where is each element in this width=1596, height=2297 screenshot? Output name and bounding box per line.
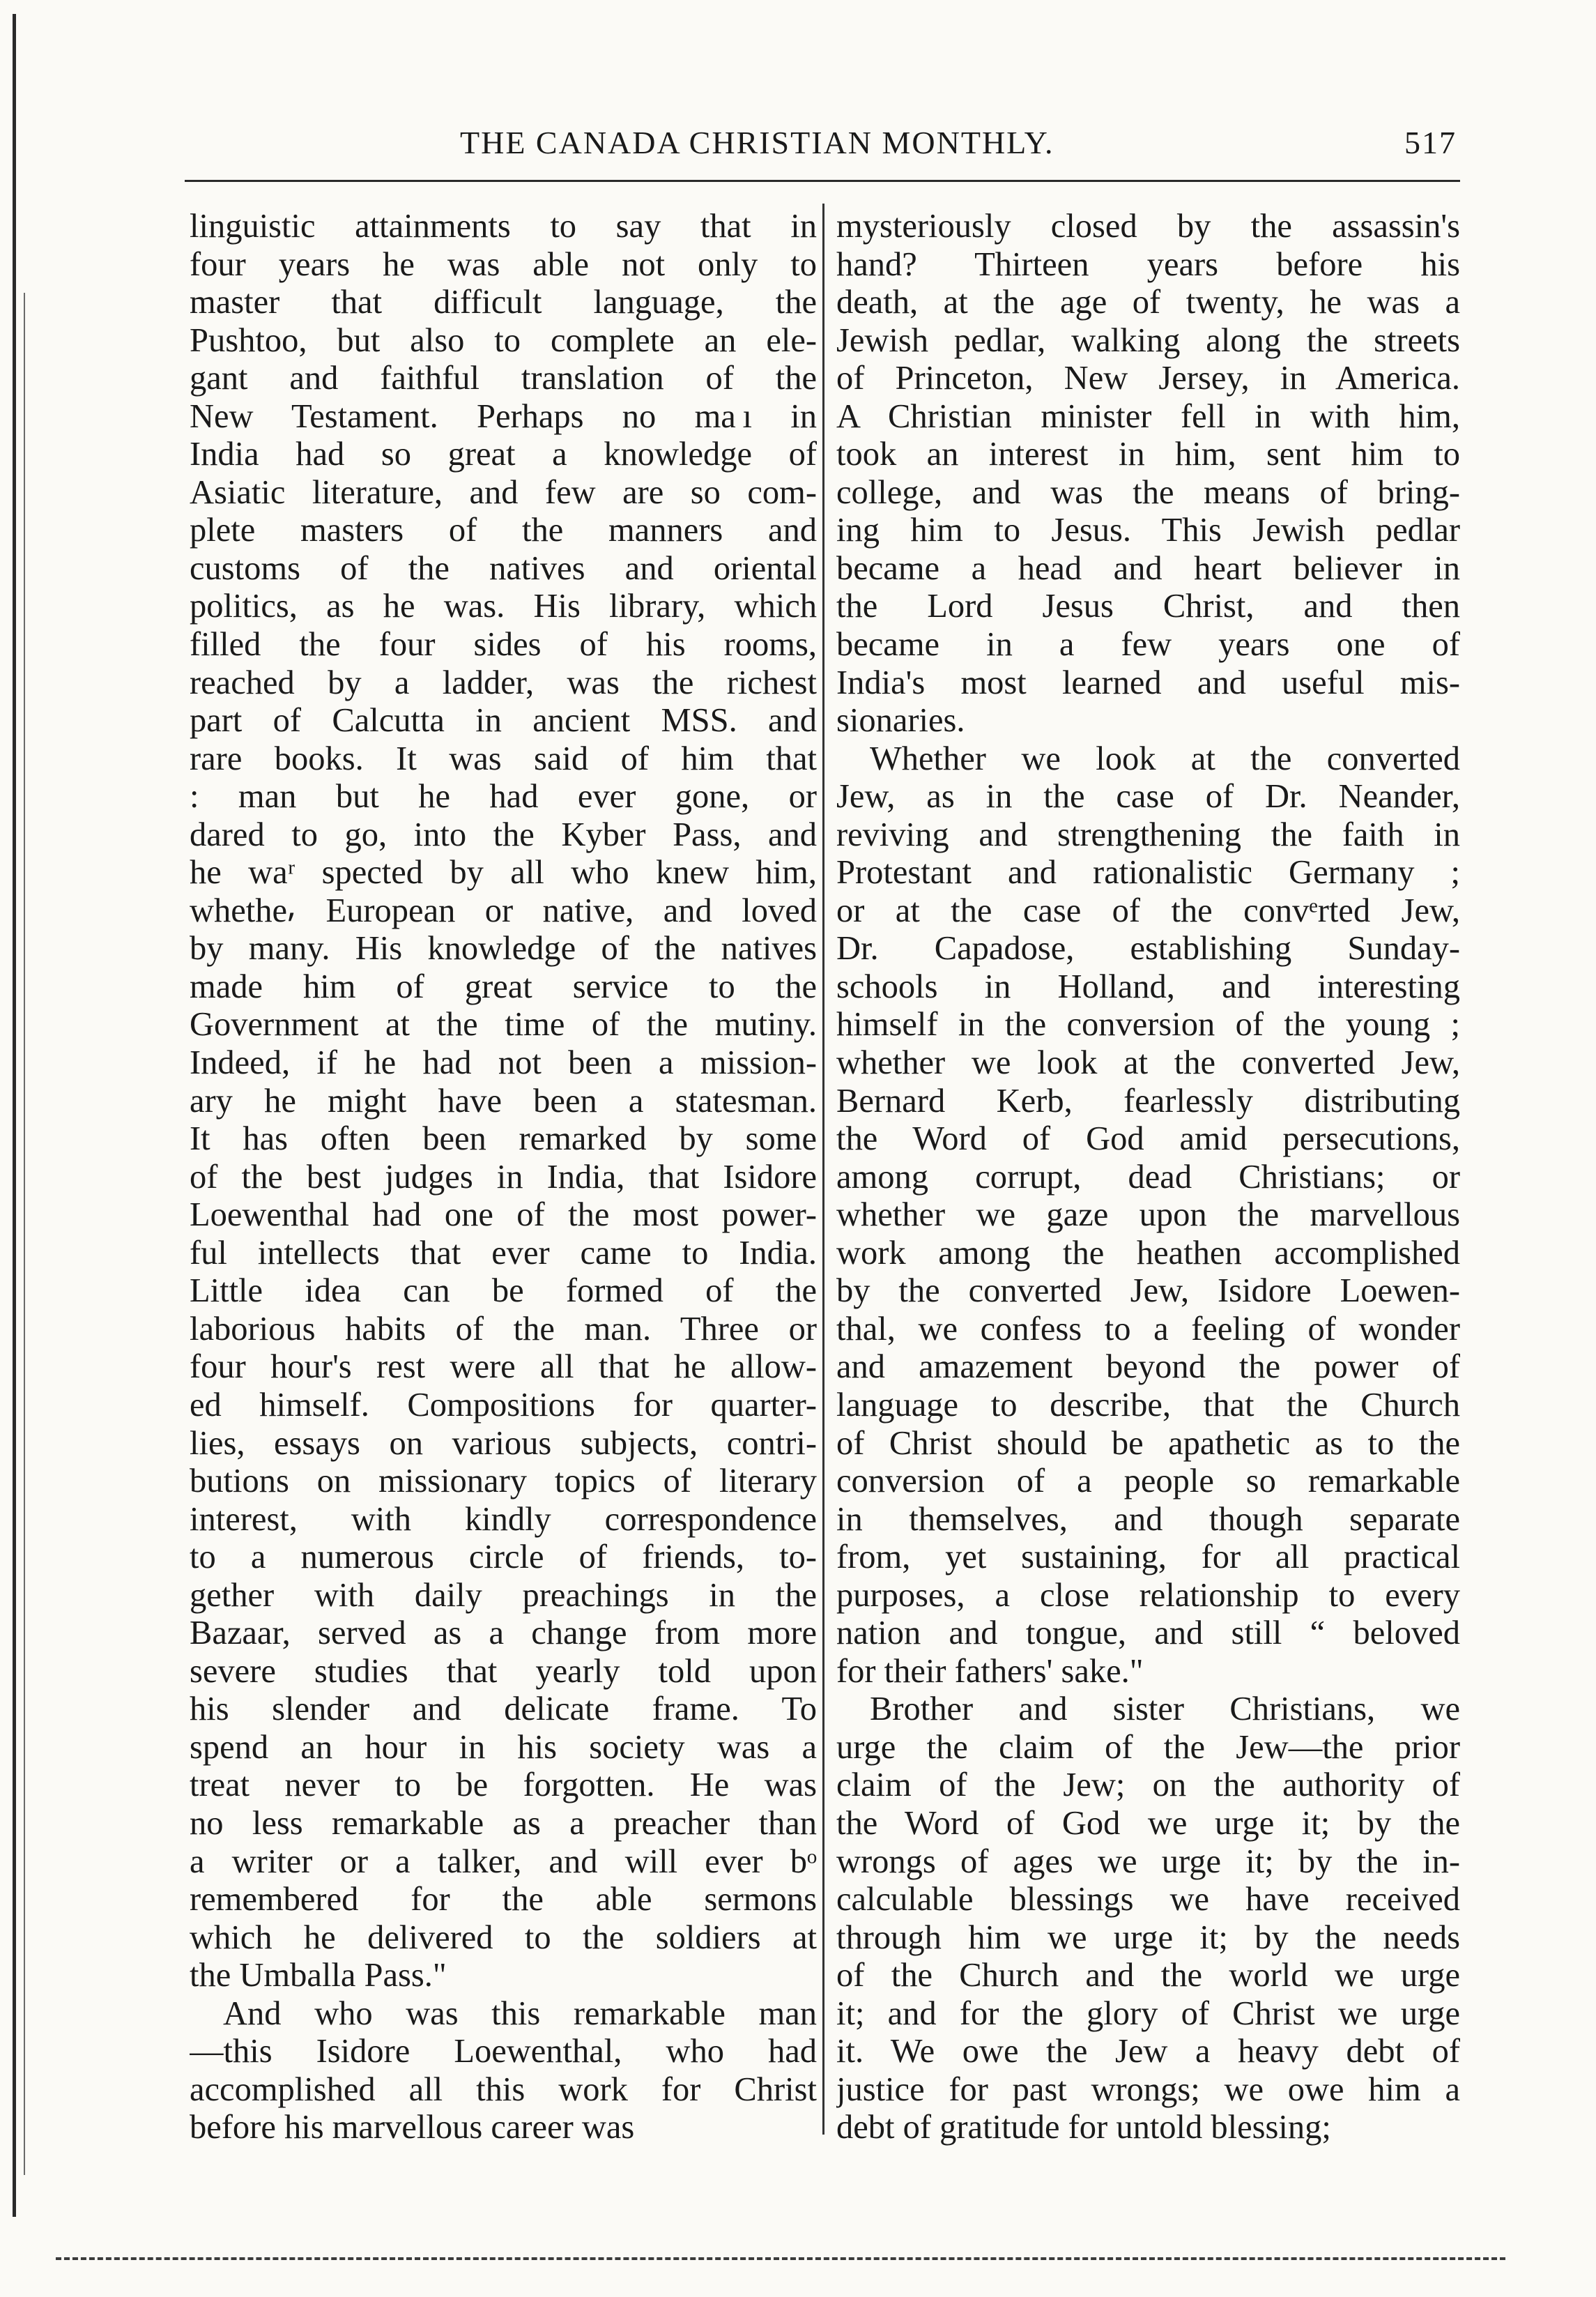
text-line: of Christ should be apathetic as to the [836,1424,1460,1462]
text-line: the Umballa Pass." [190,1957,447,1994]
text-line: India had so great a knowledge of [190,436,817,473]
text-line: Jewish pedlar, walking along the streets [836,321,1460,359]
text-line: purposes, a close relationship to every [836,1576,1460,1614]
text-line: filled the four sides of his rooms, [190,626,817,664]
text-line: the Lord Jesus Christ, and then [836,588,1460,625]
binding-inner-rule [24,293,25,2175]
text-line: lies, essays on various subjects, contri- [190,1424,817,1462]
text-line: which he delivered to the soldiers at [190,1918,817,1956]
text-line: from, yet sustaining, for all practical [836,1539,1460,1576]
text-line: the Word of God amid persecutions, [836,1120,1460,1158]
text-line: dared to go, into the Kyber Pass, and [190,816,817,853]
text-line: himself in the conversion of the young ; [836,1006,1460,1044]
text-line: Pushtoo, but also to complete an ele- [190,321,817,359]
text-line: politics, as he was. His library, which [190,588,817,625]
text-line: Dr. Capadose, establishing Sunday- [836,930,1460,968]
text-line: it; and for the glory of Christ we urge [836,1994,1460,2032]
text-line: nation and tongue, and still “ beloved [836,1615,1460,1652]
text-line: justice for past wrongs; we owe him a [836,2070,1460,2108]
text-line: Bernard Kerb, fearlessly distributing [836,1082,1460,1120]
header-rule [185,180,1460,182]
text-line: took an interest in him, sent him to [836,436,1460,473]
text-line: India's most learned and useful mis- [836,664,1460,701]
text-line: Government at the time of the mutiny. [190,1006,817,1044]
text-line: master that difficult language, the [190,284,817,321]
text-line: college, and was the means of bring- [836,473,1460,511]
text-line: treat never to be forgotten. He was [190,1766,817,1804]
text-line: plete masters of the manners and [190,512,817,549]
text-line: reached by a ladder, was the richest [190,664,817,701]
column-divider [822,204,824,2135]
text-line: interest, with kindly correspondence [190,1500,817,1538]
text-line: made him of great service to the [190,968,817,1005]
binding-edge-rule [13,14,16,2217]
text-line: claim of the Jew; on the authority of [836,1766,1460,1804]
text-line: severe studies that yearly told upon [190,1652,817,1690]
text-line: schools in Holland, and interesting [836,968,1460,1005]
text-line: work among the heathen accomplished [836,1234,1460,1272]
text-line: to a numerous circle of friends, to- [190,1539,817,1576]
text-line: conversion of a people so remarkable [836,1463,1460,1500]
text-line: Brother and sister Christians, we [870,1691,1460,1728]
text-line: Little idea can be formed of the [190,1272,817,1310]
text-line: New Testament. Perhaps no ma ı in [190,397,817,435]
text-line: Jew, as in the case of Dr. Neander, [836,778,1460,816]
text-line: no less remarkable as a preacher than [190,1804,817,1842]
text-line: became a head and heart believer in [836,549,1460,587]
text-line: : man but he had ever gone, or [190,778,817,816]
text-line: sionaries. [836,702,965,740]
text-line: Bazaar, served as a change from more [190,1615,817,1652]
text-line: it. We owe the Jew a heavy debt of [836,2033,1460,2070]
text-line: calculable blessings we have received [836,1881,1460,1918]
text-line: four hour's rest were all that he allow- [190,1348,817,1386]
text-line: and amazement beyond the power of [836,1348,1460,1386]
text-line: spend an hour in his society was a [190,1728,817,1766]
text-line: gant and faithful translation of the [190,360,817,397]
text-line: whethe⸴ European or native, and loved [190,892,817,929]
text-line: his slender and delicate frame. To [190,1691,817,1728]
text-line: language to describe, that the Church [836,1386,1460,1424]
text-line: hand? Thirteen years before his [836,245,1460,283]
text-line: in themselves, and though separate [836,1500,1460,1538]
right-column [836,208,1460,2147]
text-line: a writer or a talker, and will ever bᵒ [190,1842,817,1880]
text-line: thal, we confess to a feeling of wonder [836,1310,1460,1348]
text-line: the Word of God we urge it; by the [836,1804,1460,1842]
running-title: THE CANADA CHRISTIAN MONTHLY. [460,125,1054,160]
text-line: through him we urge it; by the needs [836,1918,1460,1956]
text-line: butions on missionary topics of literary [190,1463,817,1500]
text-line: gether with daily preachings in the [190,1576,817,1614]
text-line: A Christian minister fell in with him, [836,397,1460,435]
text-line: or at the case of the convᵉrted Jew, [836,892,1460,929]
text-line: debt of gratitude for untold blessing; [836,2109,1331,2146]
text-line: of the best judges in India, that Isidore [190,1158,817,1196]
text-line: ed himself. Compositions for quarter- [190,1386,817,1424]
text-line: became in a few years one of [836,626,1460,664]
text-line: part of Calcutta in ancient MSS. and [190,702,817,740]
text-line: before his marvellous career was [190,2109,635,2146]
text-line: ing him to Jesus. This Jewish pedlar [836,512,1460,549]
text-line: by many. His knowledge of the natives [190,930,817,968]
text-line: And who was this remarkable man [223,1994,817,2032]
bottom-rule [56,2257,1505,2260]
text-line: accomplished all this work for Christ [190,2070,817,2108]
text-line: wrongs of ages we urge it; by the in- [836,1842,1460,1880]
page-number: 517 [1404,125,1457,160]
text-line: for their fathers' sake." [836,1652,1144,1690]
text-line: of the Church and the world we urge [836,1957,1460,1994]
text-line: by the converted Jew, Isidore Loewen- [836,1272,1460,1310]
text-line: It has often been remarked by some [190,1120,817,1158]
text-line: urge the claim of the Jew—the prior [836,1728,1460,1766]
text-line: Whether we look at the converted [870,740,1460,777]
text-line: death, at the age of twenty, he was a [836,284,1460,321]
text-line: of Princeton, New Jersey, in America. [836,360,1460,397]
text-line: Loewenthal had one of the most power- [190,1196,817,1234]
text-line: ary he might have been a statesman. [190,1082,817,1120]
text-line: reviving and strengthening the faith in [836,816,1460,853]
text-line: customs of the natives and oriental [190,549,817,587]
text-line: whether we gaze upon the marvellous [836,1196,1460,1234]
text-line: Indeed, if he had not been a mission- [190,1044,817,1082]
text-line: laborious habits of the man. Three or [190,1310,817,1348]
text-line: he waʳ spected by all who knew him, [190,854,817,892]
text-line: Asiatic literature, and few are so com- [190,473,817,511]
text-line: four years he was able not only to [190,245,817,283]
text-line: whether we look at the converted Jew, [836,1044,1460,1082]
text-line: linguistic attainments to say that in [190,208,817,245]
text-line: ful intellects that ever came to India. [190,1234,817,1272]
text-line: —this Isidore Loewenthal, who had [190,2033,817,2070]
text-line: rare books. It was said of him that [190,740,817,777]
text-line: Protestant and rationalistic Germany ; [836,854,1460,892]
text-line: remembered for the able sermons [190,1881,817,1918]
left-column [190,208,817,2147]
text-line: mysteriously closed by the assassin's [836,208,1460,245]
text-line: among corrupt, dead Christians; or [836,1158,1460,1196]
